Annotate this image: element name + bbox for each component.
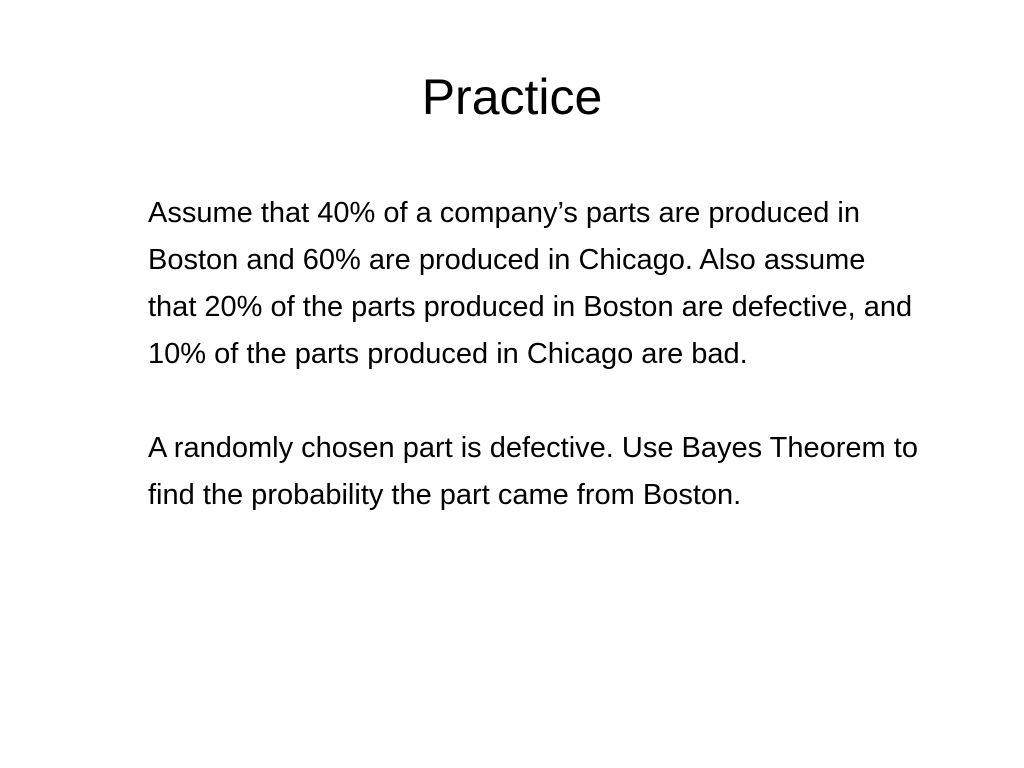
problem-paragraph: Assume that 40% of a company’s parts are produced in Boston and 60% are produced in Chicago. Also assume that 20% of the parts produced in Boston are defective, and 10% of the parts produced in Chicago are bad. bbox=[148, 197, 913, 370]
slide-body bbox=[148, 190, 918, 519]
question-paragraph: A randomly chosen part is defective. Use Bayes Theorem to find the probability the part came from Boston. bbox=[148, 432, 918, 511]
slide-title: Practice bbox=[421, 69, 603, 125]
